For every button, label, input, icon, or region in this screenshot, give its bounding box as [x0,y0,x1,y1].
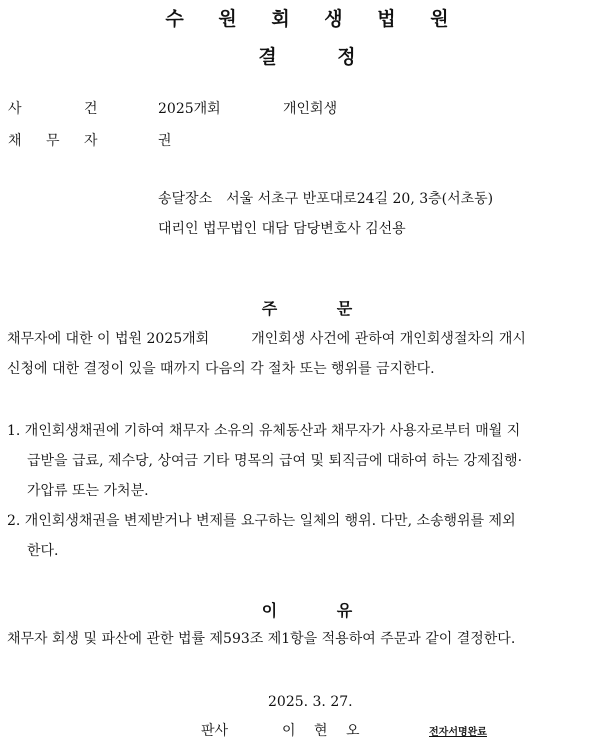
court-name: 수 원 회 생 법 원 [165,8,463,30]
order-item-1-line-3: 가압류 또는 가처분. [27,483,149,499]
judge-title: 판사 [201,723,229,739]
order-item-2-line-2: 한다. [27,543,59,559]
case-label-char-1: 사 [8,101,22,117]
case-label-char-2: 건 [84,101,98,117]
debtor-label-char-1: 채 [8,133,22,149]
judge-name: 이 현 오 [282,723,360,739]
document-type: 결 정 [258,46,356,68]
legal-agent: 대리인 법무법인 대담 담당변호사 김선용 [158,221,406,237]
service-address: 송달장소 서울 서초구 반포대로24길 20, 3층(서초동) [158,191,494,207]
order-intro-line-1: 채무자에 대한 이 법원 2025개회 개인회생 사건에 관하여 개인회생절차의 개시 [7,331,526,347]
debtor-name: 권 [158,133,172,149]
order-item-2-line-1: 2. 개인회생채권을 변제받거나 변제를 요구하는 일체의 행위. 다만, 소송행위를 제외 [7,513,516,529]
case-number: 2025개회 [158,101,221,117]
order-heading: 주 문 [261,299,353,318]
decision-date: 2025. 3. 27. [268,694,353,710]
order-item-1-line-2: 급받을 급료, 제수당, 상여금 기타 명목의 급여 및 퇴직금에 대하여 하는 강제집행· [27,453,523,469]
debtor-label-char-3: 자 [84,133,98,149]
order-item-1-line-1: 1. 개인회생채권에 기하여 채무자 소유의 유체동산과 채무자가 사용자로부터 매월 지 [7,423,521,439]
order-intro-line-2: 신청에 대한 결정이 있을 때까지 다음의 각 절차 또는 행위를 금지한다. [7,361,435,377]
case-name: 개인회생 [283,101,338,117]
debtor-label-char-2: 무 [46,133,60,149]
electronic-signature-stamp: 전자서명완료 [429,727,487,738]
reason-heading: 이 유 [261,601,353,620]
reason-text: 채무자 회생 및 파산에 관한 법률 제593조 제1항을 적용하여 주문과 같이 결정한다. [7,631,516,647]
